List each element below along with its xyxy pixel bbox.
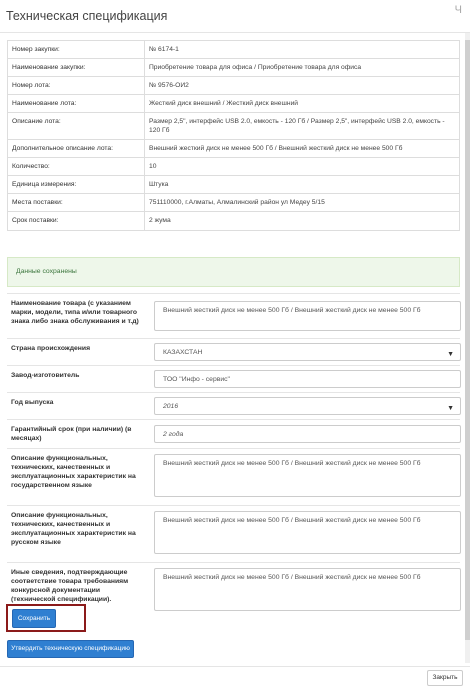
scroll-thumb[interactable] [465,40,470,640]
approve-spec-button[interactable]: Утвердить техническую спецификацию [7,640,134,658]
close-button[interactable]: Закрыть [427,670,463,686]
spec-row [8,194,460,212]
spec-value: № 9576-ОИ2 [145,77,460,95]
spec-value: Внешний жесткий диск не менее 500 Гб / Внешний жесткий диск не менее 500 Гб [145,140,460,158]
other-label: Иные сведения, подтверждающие соответствие товара требованиям конкурсной документации (технической спецификации). [11,568,129,604]
country-select-value: КАЗАХСТАН [163,348,203,356]
form-row-country [7,338,460,365]
other-textarea[interactable]: Внешний жесткий диск не менее 500 Гб / Внешний жесткий диск не менее 500 Гб [154,568,461,611]
spec-form [0,293,464,619]
desc-ru-label: Описание функциональных, технических, качественных и эксплуатационных характеристик на русском языке [11,511,136,547]
spec-label: Описание лота: [8,113,145,140]
spec-value: Размер 2,5", интерфейс USB 2.0, емкость - 120 Гб / Размер 2,5", интерфейс USB 2.0, емкость - 120 Гб [145,113,460,140]
modal-header [0,0,470,33]
product-name-textarea[interactable]: Внешний жесткий диск не менее 500 Гб / Внешний жесткий диск не менее 500 Гб [154,301,461,331]
product-name-label: Наименование товара (с указанием марки, модели, типа и/или товарного знака либо знака обслуживания и т.д) [11,299,139,325]
year-select-value: 2016 [163,402,179,410]
spec-row [8,77,460,95]
form-row-warranty [7,419,460,448]
form-row-year [7,392,460,419]
spec-value: Штука [145,176,460,194]
modal-body[interactable] [0,33,464,663]
spec-label: Количество: [8,158,145,176]
desc-state-textarea[interactable]: Внешний жесткий диск не менее 500 Гб / Внешний жесткий диск не менее 500 Гб [154,454,461,497]
spec-value: 751110000, г.Алматы, Алмалинский район ул Медеу 5/15 [145,194,460,212]
desc-state-label: Описание функциональных, технических, качественных и эксплуатационных характеристик на государственном языке [11,454,136,490]
spec-label: Места поставки: [8,194,145,212]
warranty-label: Гарантийный срок (при наличии) (в месяцах) [11,425,132,442]
spec-row [8,158,460,176]
spec-row [8,95,460,113]
modal-footer [0,666,470,690]
year-select[interactable] [154,397,461,415]
country-label: Страна происхождения [11,344,91,352]
spec-label: Дополнительное описание лота: [8,140,145,158]
spec-row [8,41,460,59]
spec-value: 2 жума [145,212,460,230]
spec-value: Жесткий диск внешний / Жесткий диск внешний [145,95,460,113]
close-icon[interactable]: Ч [454,4,462,16]
form-row-manufacturer [7,365,460,392]
chevron-down-icon: ▼ [447,350,454,358]
spec-label: Наименование закупки: [8,59,145,77]
save-button[interactable]: Сохранить [12,609,56,628]
spec-value: 10 [145,158,460,176]
spec-label: Наименование лота: [8,95,145,113]
spec-row [8,140,460,158]
warranty-input[interactable]: 2 года [154,425,461,443]
spec-row [8,113,460,140]
form-row-product-name [7,293,460,338]
spec-table [7,40,460,231]
spec-label: Срок поставки: [8,212,145,230]
spec-label: Единица измерения: [8,176,145,194]
year-label: Год выпуска [11,398,54,406]
spec-value: № 6174-1 [145,41,460,59]
spec-row [8,176,460,194]
spec-label: Номер закупки: [8,41,145,59]
spec-label: Номер лота: [8,77,145,95]
manufacturer-input[interactable]: ТОО "Инфо - сервис" [154,370,461,388]
country-select[interactable] [154,343,461,361]
manufacturer-label: Завод-изготовитель [11,371,80,379]
spec-row [8,59,460,77]
desc-ru-textarea[interactable]: Внешний жесткий диск не менее 500 Гб / Внешний жесткий диск не менее 500 Гб [154,511,461,554]
form-row-desc-ru [7,505,460,562]
spec-value: Приобретение товара для офиса / Приобретение товара для офиса [145,59,460,77]
modal-title: Техническая спецификация [6,9,168,23]
form-row-desc-state [7,448,460,505]
saved-alert: Данные сохранены [7,257,460,287]
spec-row [8,212,460,230]
chevron-down-icon: ▼ [447,404,454,412]
